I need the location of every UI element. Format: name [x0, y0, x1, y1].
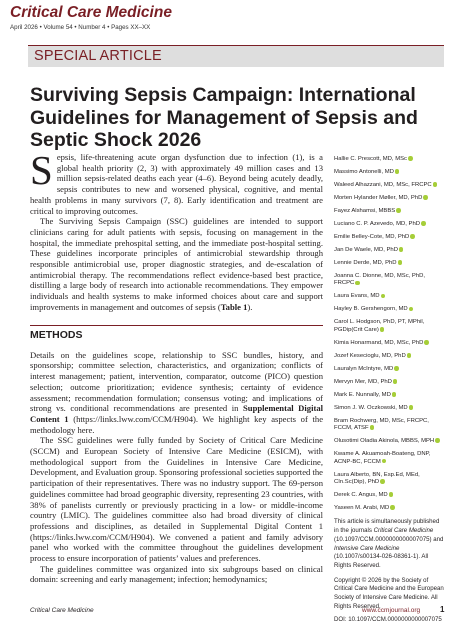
- publication-note-text: This article is simultaneously published in the journals: [334, 518, 440, 535]
- author-entry: [334, 221, 444, 228]
- author-entry: [334, 472, 444, 487]
- author-name: Morten Hylander Møller, MD, PhD: [334, 195, 423, 201]
- table-1-link[interactable]: Table 1: [220, 301, 248, 312]
- author-name: Joanna C. Dionne, MD, MSc, PhD, FRCPC: [334, 273, 426, 287]
- orcid-icon[interactable]: [381, 294, 386, 299]
- footer-journal: Critical Care Medicine: [30, 607, 94, 614]
- orcid-icon[interactable]: [370, 425, 375, 430]
- author-name: Hallie C. Prescott, MD, MSc: [334, 156, 407, 162]
- author-entry: [334, 340, 444, 347]
- supplemental-content-link[interactable]: Supplemental Digital Content 1: [30, 403, 324, 424]
- intro-paragraph-2: [30, 216, 323, 312]
- author-entry: [334, 319, 444, 334]
- author-entry: [334, 418, 444, 433]
- orcid-icon[interactable]: [399, 247, 404, 252]
- journal-title: Critical Care Medicine: [10, 4, 172, 21]
- orcid-icon[interactable]: [393, 379, 398, 384]
- intro-paragraph-2-text: The Surviving Sepsis Campaign (SSC) guidelines are intended to support clinicians caring for adult patients with sepsis, focusing on management in the hospital, the immediate prehospital setting, and the immediate post-hospital setting. These guidelines incorporate principles of antimicrobial stewardship through responsible antimicrobial use, proper diagnostic strategies, and de-escalation of antimicrobial therapy. The recommendations reflect evidence-based best practice, distilling a large body of research into actionable recommendations. They empower individuals and health systems to make informed choices about care and support improvements in management and outcomes of sepsis (: [30, 216, 323, 312]
- author-name: Derek C. Angus, MD: [334, 492, 388, 499]
- orcid-icon[interactable]: [355, 281, 360, 286]
- author-entry: [334, 392, 444, 399]
- intro-paragraph-1: [30, 147, 323, 216]
- drop-cap: S: [30, 147, 53, 193]
- methods-paragraph-1-end: (https://links.lww.com/CCM/H904). We highlight key aspects of the methodology here.: [30, 413, 324, 435]
- section-label: SPECIAL ARTICLE: [34, 48, 162, 64]
- section-banner: [28, 45, 444, 67]
- author-name: Jozef Kesecioglu, MD, PhD: [334, 352, 406, 359]
- author-entry: [334, 366, 444, 373]
- orcid-icon[interactable]: [382, 459, 387, 464]
- author-entry: [334, 505, 444, 512]
- orcid-icon[interactable]: [424, 340, 429, 345]
- author-entry: [334, 353, 444, 360]
- orcid-icon[interactable]: [392, 392, 397, 397]
- journal-name-icm: Intensive Care Medicine: [334, 544, 400, 552]
- author-name: Carol L. Hodgson, PhD, PT, MPhil, PGDip(Crit Care): [334, 319, 425, 333]
- author-name: Massimo Antonelli, MD: [334, 169, 394, 175]
- article-title: Surviving Sepsis Campaign: International Guidelines for Management of Sepsis and Septic Shock 2026: [30, 84, 418, 151]
- orcid-icon[interactable]: [433, 182, 438, 187]
- orcid-icon[interactable]: [409, 405, 414, 410]
- author-entry: [334, 451, 444, 466]
- author-entry: [334, 492, 444, 499]
- doi-link[interactable]: DOI: 10.1097/CCM.0000000000007075: [334, 616, 442, 624]
- orcid-icon[interactable]: [398, 260, 403, 265]
- author-entry: [334, 182, 444, 189]
- author-name: Emilie Belley-Cote, MD, PhD: [334, 234, 410, 240]
- author-sidebar: [334, 156, 444, 623]
- methods-paragraph-1: [30, 350, 323, 436]
- intro-paragraph-2-end: ).: [247, 301, 253, 312]
- author-name: Lauralyn McIntyre, MD: [334, 365, 394, 372]
- methods-paragraph-1-text: Details on the guidelines scope, relationship to SSC bundles, history, and sponsorship; committee selection, characteristics, and organization; conflicts of interest management; patient, intervention, comparator, outcome (PICO) question selection; outcome prioritization; evidence synthesis; certainty of evidence assessment; recommendation formulation; consensus voting; and implications of strong vs. conditional recommendations are presented in: [30, 349, 323, 414]
- author-name: Kimia Honarmand, MD, MSc, PhD: [334, 339, 424, 346]
- footer-url[interactable]: www.ccmjournal.org: [362, 607, 421, 614]
- author-entry: [334, 156, 444, 163]
- orcid-icon[interactable]: [421, 221, 426, 226]
- author-name: Luciano C. P. Azevedo, MD, PhD: [334, 221, 421, 227]
- author-entry: [334, 273, 444, 288]
- simultaneous-publication-note: [334, 518, 444, 570]
- methods-paragraph-3: The guidelines committee was organized into six subgroups based on clinical domain: screening and early management; infection; hemodynamics;: [30, 563, 323, 585]
- author-name: Mervyn Mer, MD, PhD: [334, 378, 392, 385]
- author-list: [334, 156, 444, 512]
- author-name: Waleed Alhazzani, MD, MSc, FRCPC: [334, 182, 432, 188]
- author-name: Olusotimi Oladia Akinola, MBBS, MPH: [334, 438, 435, 445]
- methods-heading: METHODS: [30, 325, 323, 341]
- page-number: 1: [440, 605, 445, 614]
- author-entry: [334, 208, 444, 215]
- orcid-icon[interactable]: [408, 156, 413, 161]
- author-name: Simon J. W. Oczkowski, MD: [334, 404, 408, 411]
- author-name: Hayley B. Gershengorn, MD: [334, 306, 408, 313]
- author-entry: [334, 195, 444, 202]
- author-name: Fayez Alshamsi, MBBS: [334, 208, 396, 214]
- author-name: Lennie Derde, MD, PhD: [334, 260, 397, 266]
- orcid-icon[interactable]: [435, 438, 440, 443]
- author-name: Laura Alberto, BN, Esp.Ed, MEd, CIn.Sc(Dip), PhD: [334, 471, 420, 486]
- orcid-icon[interactable]: [423, 195, 428, 200]
- publication-note-doi-2: (10.1007/s00134-026-08361-1). All Rights Reserved.: [334, 553, 429, 569]
- author-entry: [334, 169, 444, 176]
- author-entry: [334, 379, 444, 386]
- orcid-icon[interactable]: [395, 169, 400, 174]
- orcid-icon[interactable]: [389, 492, 394, 497]
- orcid-icon[interactable]: [407, 353, 412, 358]
- issue-info: April 2026 • Volume 54 • Number 4 • Pages XX–XX: [10, 24, 151, 31]
- orcid-icon[interactable]: [390, 505, 395, 510]
- intro-paragraph-1-text: epsis, life-threatening acute organ dysfunction due to infection (1), is a global health priority (2, 3) with approximately 49 million cases and 13 million sepsis-related deaths each year (4–6). Beyond being acutely deadly, sepsis contributes to new and worsened physical, cognitive, and mental health problems in many survivors (7, 8). Early identification and treatment are critical to improving outcomes.: [30, 152, 323, 216]
- methods-paragraph-2: The SSC guidelines were fully funded by Society of Critical Care Medicine (SCCM) and European Society of Intensive Care Medicine (ESICM), with methodological support from the Guidelines in Intensive Care Medicine, Development, and Evaluation group. Sponsoring professional societies supported the participation of their representatives. There was no industry support. The 69-person guidelines committee had broad geographic diversity, representing 23 countries, with 38% of panelists currently or previously practicing in a low- or middle-income country (LMIC). The guidelines committee also had broad diversity of clinical professions and disciplines, as detailed in Supplemental Digital Content 1 (https://links.lww.com/CCM/H904). We convened a patient and family advisory panel who worked with the committee throughout the guidelines development process to ensure incorporation of patients’ values and preferences.: [30, 435, 323, 564]
- author-name: Jan De Waele, MD, PhD: [334, 247, 398, 253]
- orcid-icon[interactable]: [410, 234, 415, 239]
- author-entry: [334, 234, 444, 241]
- author-name: Kwame A. Akuamoah-Boateng, DNP, ACNP-BC, FCCM: [334, 451, 431, 465]
- orcid-icon[interactable]: [396, 208, 401, 213]
- methods-section: [30, 325, 323, 585]
- copyright-note: Copyright © 2026 by the Society of Critical Care Medicine and the European Society of Intensive Care Medicine. All Rights Reserved.: [334, 576, 444, 610]
- orcid-icon[interactable]: [380, 327, 385, 332]
- author-entry: [334, 438, 444, 445]
- author-entry: [334, 306, 444, 313]
- author-name: Bram Rochwerg, MD, MSc, FRCPC, FCCM, ATSF: [334, 417, 429, 432]
- author-entry: [334, 260, 444, 267]
- orcid-icon[interactable]: [394, 366, 399, 371]
- author-name: Laura Evans, MD: [334, 293, 380, 300]
- author-entry: [334, 247, 444, 254]
- author-entry: [334, 293, 444, 300]
- journal-name-ccm: Critical Care Medicine: [373, 527, 434, 535]
- intro-column: [30, 147, 323, 313]
- author-name: Mark E. Nunnally, MD: [334, 391, 391, 398]
- orcid-icon[interactable]: [409, 307, 414, 312]
- author-name: Yaseen M. Arabi, MD: [334, 505, 390, 512]
- publication-note-doi-1: (10.1097/CCM.0000000000007075) and: [334, 535, 444, 543]
- author-entry: [334, 405, 444, 412]
- orcid-icon[interactable]: [380, 479, 385, 484]
